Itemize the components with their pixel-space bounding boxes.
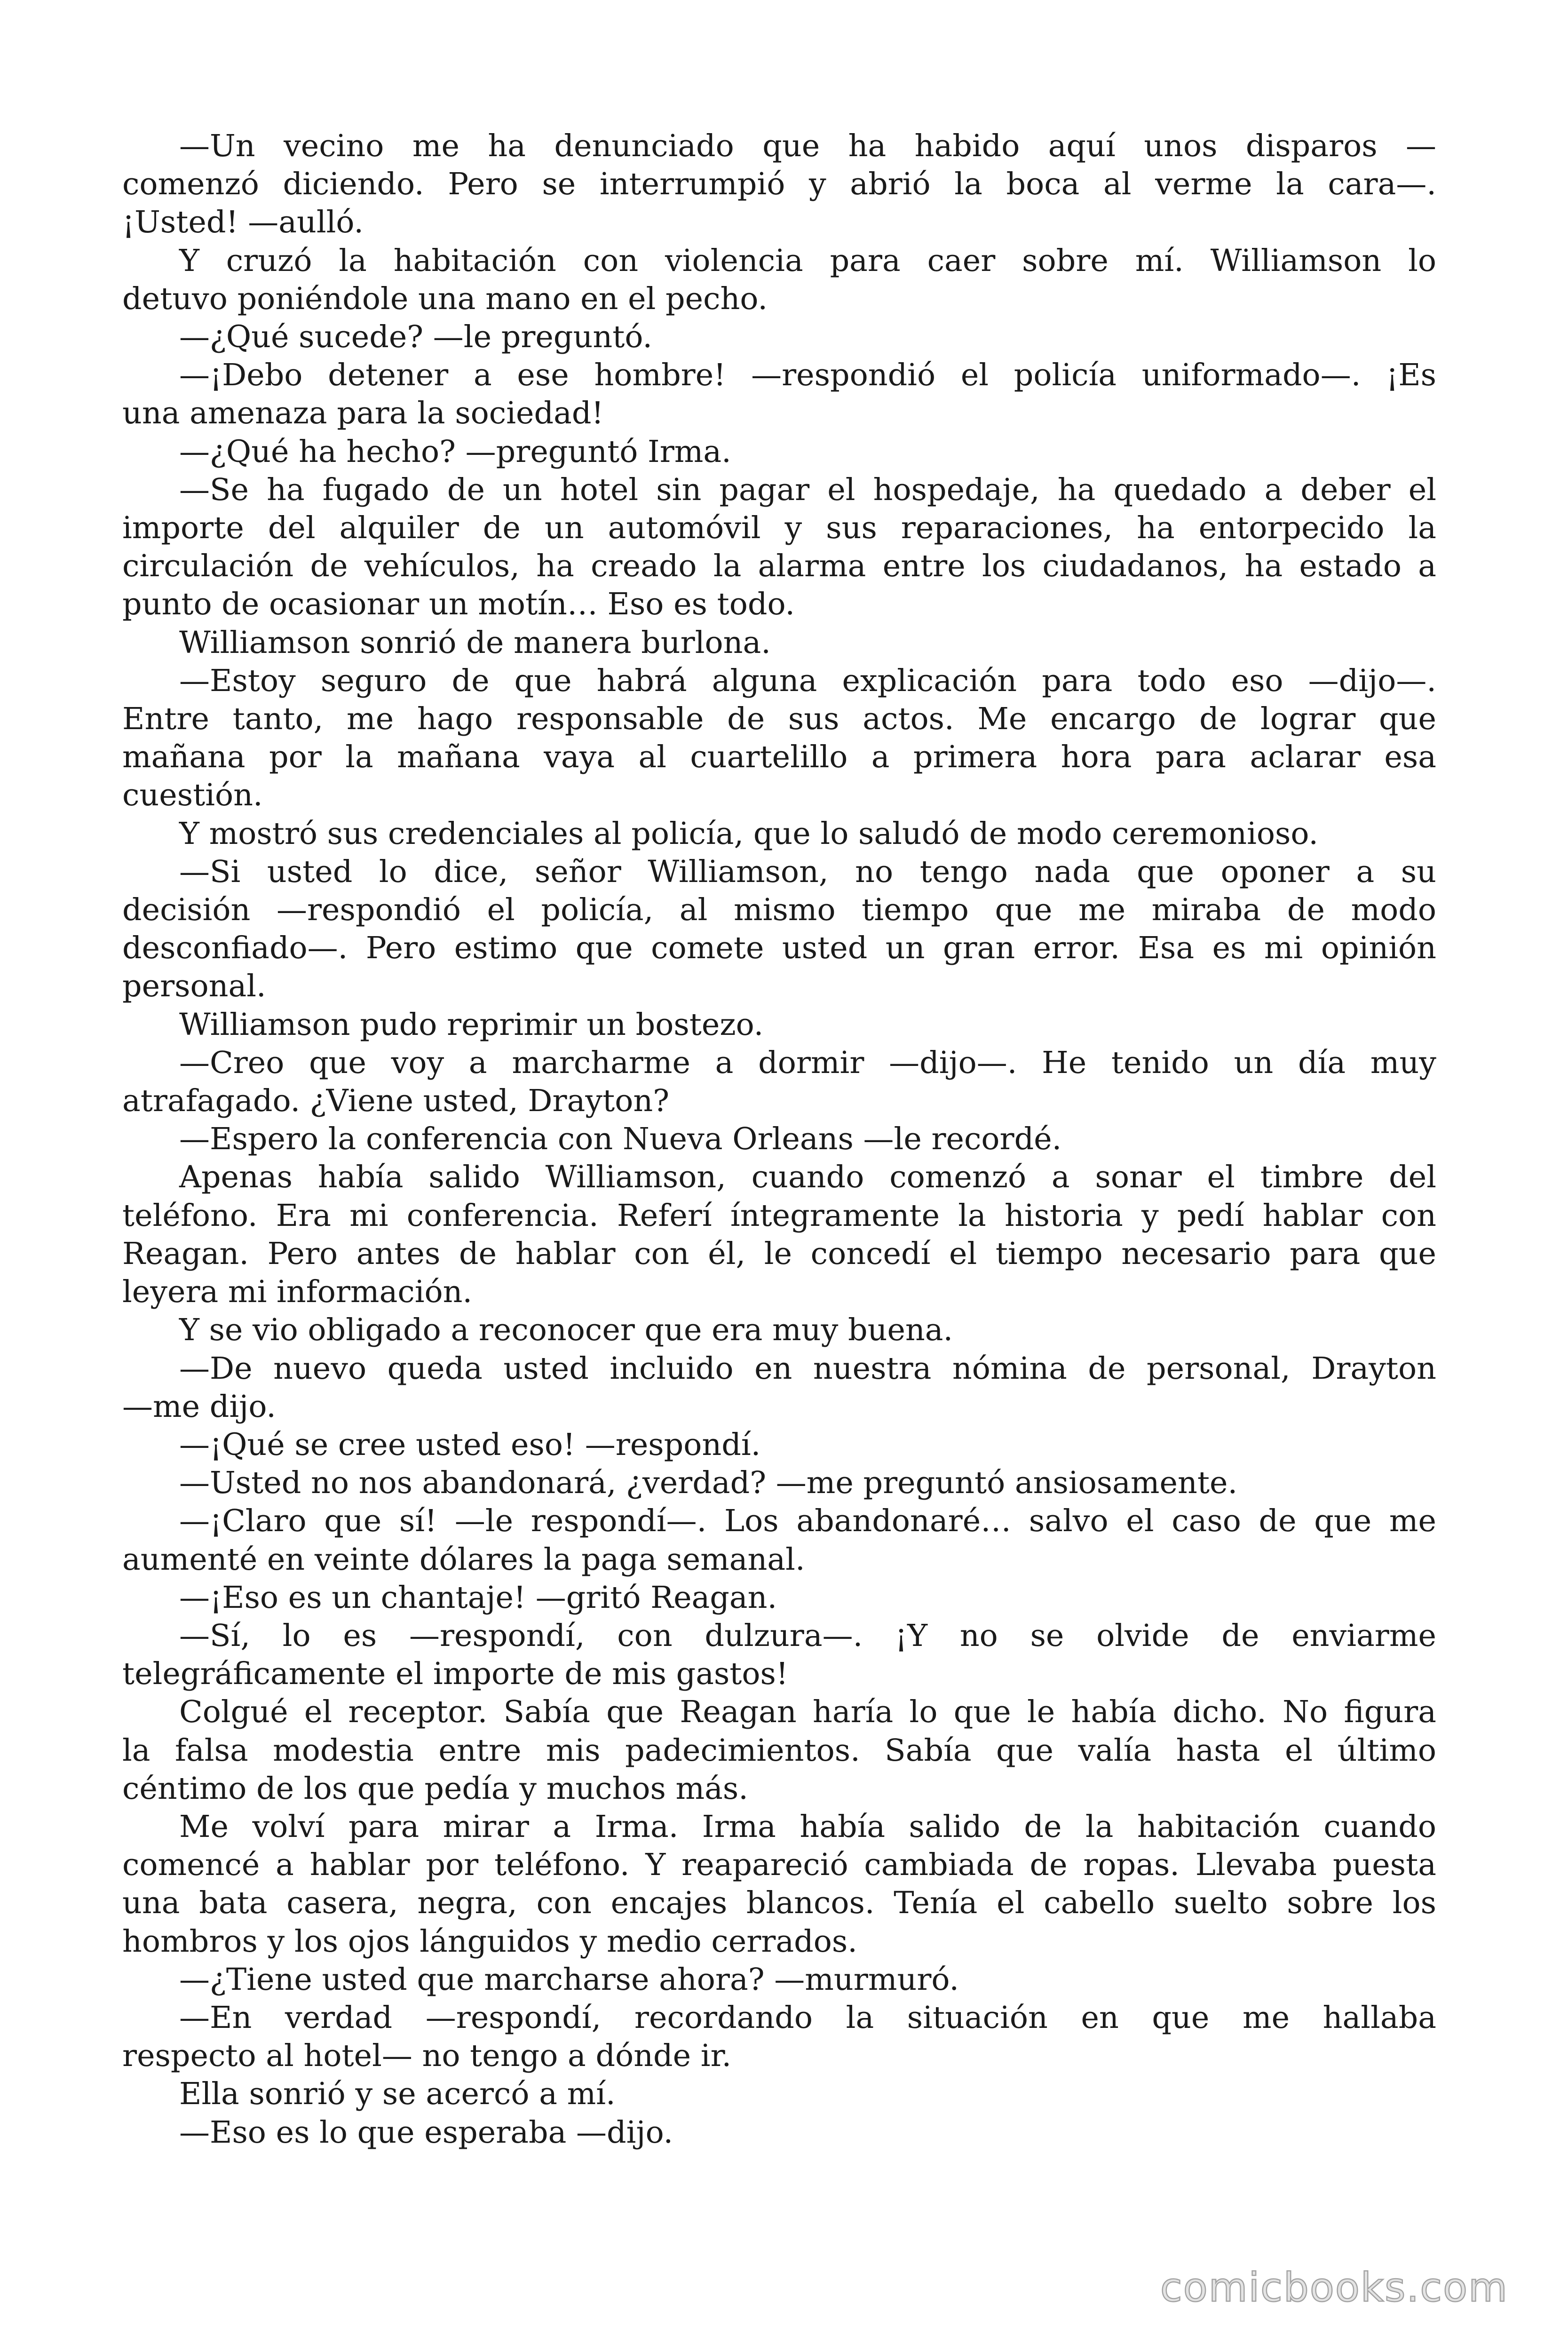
text-line: —En verdad —respondí, recordando la situación en que me hallaba (179, 2000, 1436, 2035)
paragraph (122, 624, 1436, 662)
paragraph (122, 2114, 1436, 2152)
text-line: —¡Qué se cree usted eso! —respondí. (179, 1427, 761, 1462)
paragraph (122, 1502, 1436, 1578)
text-line: Ella sonrió y se acercó a mí. (179, 2076, 616, 2112)
text-line: —Estoy seguro de que habrá alguna explicación para todo eso —dijo—. (179, 663, 1436, 699)
paragraph (122, 1426, 1436, 1464)
text-line: cuestión. (122, 778, 263, 813)
paragraph (122, 1120, 1436, 1158)
text-line: —¡Debo detener a ese hombre! —respondió el policía uniformado—. ¡Es (179, 358, 1436, 393)
text-line: comencé a hablar por teléfono. Y reapareció cambiada de ropas. Llevaba puesta (122, 1847, 1436, 1883)
text-line: Apenas había salido Williamson, cuando comenzó a sonar el timbre del (179, 1160, 1436, 1195)
text-line: desconfiado—. Pero estimo que comete usted un gran error. Esa es mi opinión (122, 930, 1436, 966)
paragraph (122, 1044, 1436, 1120)
paragraph (122, 471, 1436, 624)
paragraph (122, 1961, 1436, 1999)
text-line: —¡Claro que sí! —le respondí—. Los abandonaré… salvo el caso de que me (179, 1503, 1436, 1539)
paragraph (122, 1350, 1436, 1426)
text-line: —Se ha fugado de un hotel sin pagar el hospedaje, ha quedado a deber el (179, 472, 1436, 508)
text-line: Y se vio obligado a reconocer que era muy buena. (179, 1312, 953, 1348)
text-line: leyera mi información. (122, 1274, 473, 1310)
text-line: Williamson sonrió de manera burlona. (179, 625, 771, 660)
text-line: —¿Qué sucede? —le preguntó. (179, 319, 652, 355)
paragraph (122, 662, 1436, 815)
text-line: hombros y los ojos lánguidos y medio cerrados. (122, 1923, 857, 1959)
paragraph (122, 1464, 1436, 1502)
paragraph (122, 356, 1436, 432)
text-line: importe del alquiler de un automóvil y sus reparaciones, ha entorpecido la (122, 510, 1436, 546)
text-line: —Usted no nos abandonará, ¿verdad? —me preguntó ansiosamente. (179, 1465, 1238, 1501)
text-line: —Creo que voy a marcharme a dormir —dijo—. He tenido un día muy (179, 1045, 1436, 1081)
text-line: —Sí, lo es —respondí, con dulzura—. ¡Y no se olvide de enviarme (179, 1618, 1436, 1653)
text-line: —¿Qué ha hecho? —preguntó Irma. (179, 434, 731, 469)
text-line: —Espero la conferencia con Nueva Orleans —le recordé. (179, 1121, 1062, 1157)
text-line: Me volví para mirar a Irma. Irma había salido de la habitación cuando (179, 1809, 1436, 1844)
text-line: ¡Usted! —aulló. (122, 205, 364, 240)
text-line: —¡Eso es un chantaje! —gritó Reagan. (179, 1580, 777, 1615)
text-line: atrafagado. ¿Viene usted, Drayton? (122, 1083, 670, 1119)
paragraph (122, 242, 1436, 318)
text-line: una amenaza para la sociedad! (122, 396, 604, 431)
text-line: céntimo de los que pedía y muchos más. (122, 1771, 748, 1806)
text-line: comenzó diciendo. Pero se interrumpió y abrió la boca al verme la cara—. (122, 167, 1436, 202)
text-line: decisión —respondió el policía, al mismo tiempo que me miraba de modo (122, 892, 1436, 928)
text-line: una bata casera, negra, con encajes blancos. Tenía el cabello suelto sobre los (122, 1885, 1436, 1921)
paragraph (122, 1999, 1436, 2075)
paragraph (122, 1617, 1436, 1693)
text-line: Williamson pudo reprimir un bostezo. (179, 1007, 764, 1042)
paragraph (122, 433, 1436, 471)
paragraph (122, 853, 1436, 1006)
paragraph (122, 1693, 1436, 1808)
paragraph (122, 1579, 1436, 1617)
paragraph (122, 1808, 1436, 1961)
paragraph (122, 127, 1436, 242)
text-line: —Un vecino me ha denunciado que ha habido aquí unos disparos — (179, 128, 1436, 164)
text-line: mañana por la mañana vaya al cuartelillo a primera hora para aclarar esa (122, 739, 1436, 775)
paragraph (122, 815, 1436, 853)
paragraph (122, 1311, 1436, 1349)
text-line: Reagan. Pero antes de hablar con él, le concedí el tiempo necesario para que (122, 1236, 1436, 1271)
paragraph (122, 318, 1436, 356)
text-line: —Eso es lo que esperaba —dijo. (179, 2114, 673, 2150)
paragraph (122, 1006, 1436, 1044)
text-line: Y cruzó la habitación con violencia para caer sobre mí. Williamson lo (179, 243, 1436, 278)
text-line: teléfono. Era mi conferencia. Referí íntegramente la historia y pedí hablar con (122, 1198, 1436, 1233)
text-line: detuvo poniéndole una mano en el pecho. (122, 281, 768, 317)
text-line: respecto al hotel— no tengo a dónde ir. (122, 2038, 732, 2074)
paragraph (122, 2075, 1436, 2113)
body-text (122, 127, 1436, 2152)
text-line: circulación de vehículos, ha creado la alarma entre los ciudadanos, ha estado a (122, 548, 1436, 584)
text-line: Y mostró sus credenciales al policía, que lo saludó de modo ceremonioso. (179, 816, 1319, 851)
text-line: —De nuevo queda usted incluido en nuestra nómina de personal, Drayton (179, 1351, 1436, 1386)
text-line: Colgué el receptor. Sabía que Reagan haría lo que le había dicho. No figura (179, 1694, 1436, 1730)
text-line: Entre tanto, me hago responsable de sus actos. Me encargo de lograr que (122, 701, 1436, 737)
text-line: la falsa modestia entre mis padecimientos. Sabía que valía hasta el último (122, 1732, 1436, 1768)
text-line: aumenté en veinte dólares la paga semanal. (122, 1542, 805, 1577)
paragraph (122, 1158, 1436, 1311)
text-line: personal. (122, 969, 266, 1004)
text-line: —me dijo. (122, 1389, 276, 1424)
text-line: telegráficamente el importe de mis gastos! (122, 1656, 789, 1692)
text-line: —¿Tiene usted que marcharse ahora? —murmuró. (179, 1962, 959, 1997)
text-line: punto de ocasionar un motín… Eso es todo. (122, 587, 795, 622)
text-line: —Si usted lo dice, señor Williamson, no tengo nada que oponer a su (179, 854, 1436, 890)
watermark: comicbooks.com (1160, 2265, 1508, 2311)
